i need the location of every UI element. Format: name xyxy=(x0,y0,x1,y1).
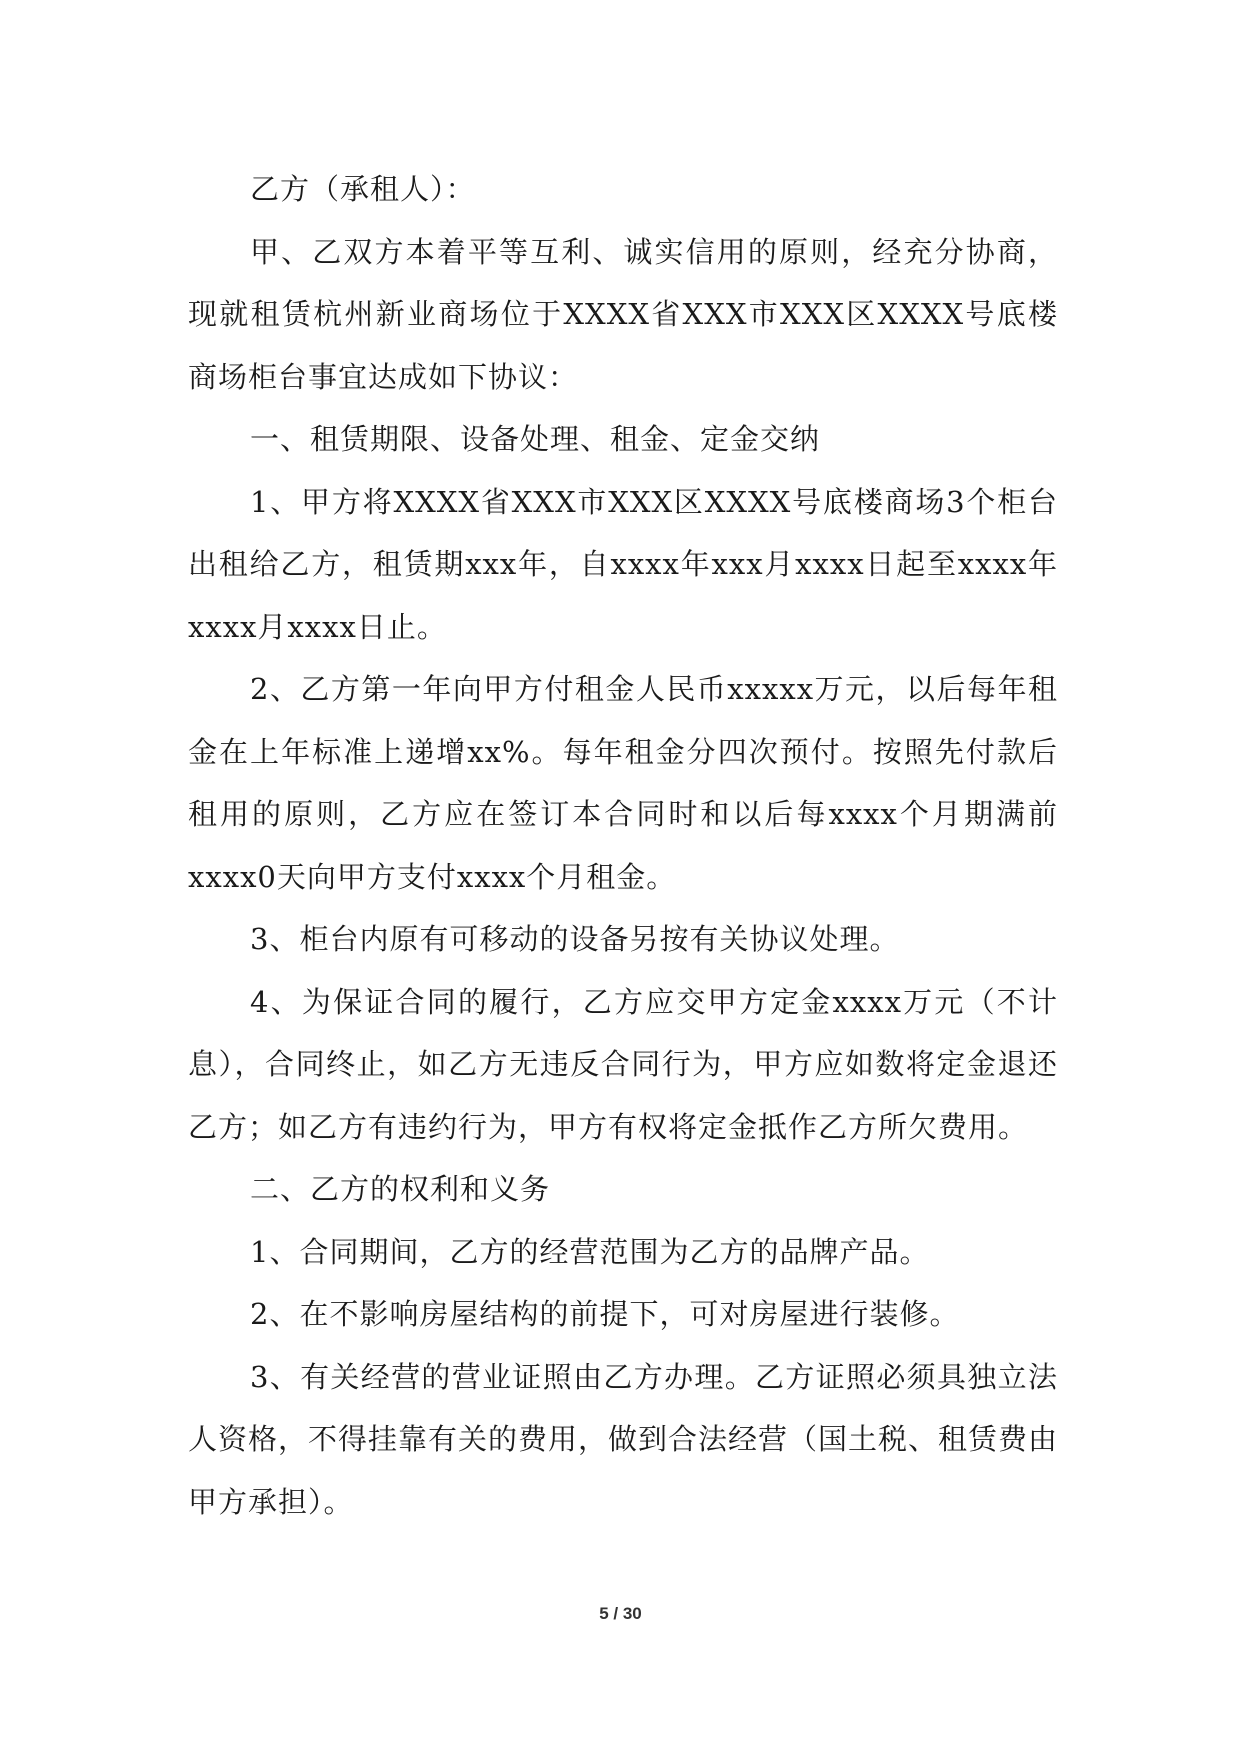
clause-1-4: 4、为保证合同的履行，乙方应交甲方定金xxxx万元（不计息），合同终止，如乙方无违反合同行为，甲方应如数将定金退还乙方；如乙方有违约行为，甲方有权将定金抵作乙方所欠费用。 xyxy=(188,984,1058,1144)
section-heading-1: 一、租赁期限、设备处理、租金、定金交纳 xyxy=(250,422,821,456)
clause-1-2: 2、乙方第一年向甲方付租金人民币xxxxx万元，以后每年租金在上年标准上递增xx%。每年租金分四次预付。按照先付款后租用的原则，乙方应在签订本合同时和以后每xxxx个月期满前xxxx0天向甲方支付xxxx个月租金。 xyxy=(188,672,1058,894)
clause-2-2: 2、在不影响房屋结构的前提下，可对房屋进行装修。 xyxy=(250,1297,960,1331)
document-body xyxy=(188,158,1058,1533)
clause-2-3: 3、有关经营的营业证照由乙方办理。乙方证照必须具独立法人资格，不得挂靠有关的费用，做到合法经营（国土税、租赁费由甲方承担）。 xyxy=(188,1359,1059,1519)
clause-1-1: 1、甲方将XXXX省XXX市XXX区XXXX号底楼商场3个柜台出租给乙方，租赁期xxx年，自xxxx年xxx月xxxx日起至xxxx年xxxx月xxxx日止。 xyxy=(188,484,1058,644)
paragraph-preamble: 甲、乙双方本着平等互利、诚实信用的原则，经充分协商，现就租赁杭州新业商场位于XXXX省XXX市XXX区XXXX号底楼商场柜台事宜达成如下协议： xyxy=(188,234,1058,394)
clause-2-1: 1、合同期间，乙方的经营范围为乙方的品牌产品。 xyxy=(250,1234,930,1269)
paragraph-lessee: 乙方（承租人）： xyxy=(250,172,476,206)
page-number: 5 / 30 xyxy=(599,1604,642,1623)
section-heading-2: 二、乙方的权利和义务 xyxy=(250,1172,551,1206)
clause-1-3: 3、柜台内原有可移动的设备另按有关协议处理。 xyxy=(250,922,900,956)
